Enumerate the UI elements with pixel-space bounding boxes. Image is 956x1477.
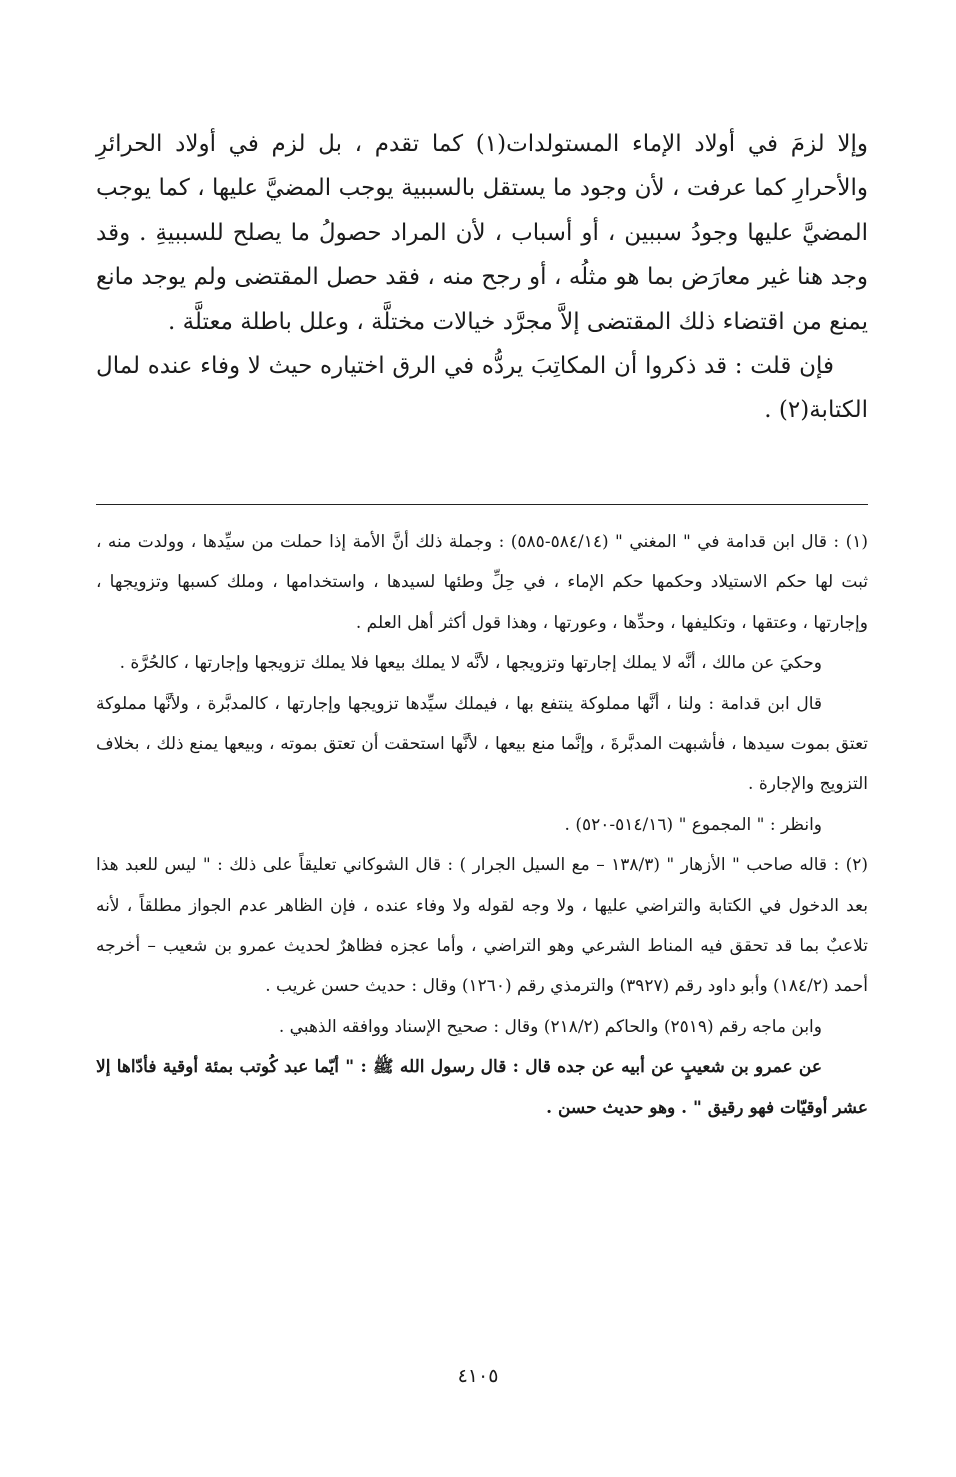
footnote-1-main: (١) : قال ابن قدامة في " المغني " (٥٨٤/١٤-٥٨٥) : وجملة ذلك أنَّ الأمة إذا حملت من سيِّدها ، وولدت منه ، ثبت لها حكم الاستيلاد وحكمها حكم الإماء ، في حِلِّ وطئها لسيدها ، واستخدامها ، وملك كسبها وتزويجها ، وإجارتها ، وعتقها ، وتكليفها ، وحدِّها ، وعورتها ، وهذا قول أكثر أهل العلم . — [96, 532, 868, 633]
footnote-2-para-2: وابن ماجه رقم (٢٥١٩) والحاكم (٢١٨/٢) وقال : صحيح الإسناد ووافقه الذهبي . — [278, 1016, 822, 1037]
main-paragraph-1: وإلا لزمَ في أولاد الإماء المستولدات(١) كما تقدم ، بل لزم في أولاد الحرائرِ والأحرارِ كما عرفت ، لأن وجود ما يستقل بالسببية يوجب المضيَّ عليها ، كما يوجب المضيَّ عليها وجودُ سببين ، أو أسباب ، لأن المراد حصولُ ما يصلح للسببيةِ . وقد وجد هنا غير معارَض بما هو مثلُه ، أو رجح منه ، فقد حصل المقتضى ولم يوجد مانع يمنع من اقتضاء ذلك المقتضى إلاَّ مجرَّد خيالات مختلَّة ، وعلل باطلة معتلَّة . — [96, 131, 869, 335]
footnote-1-reference: وانظر : " المجموع " (٥١٤/١٦-٥٢٠) . — [564, 814, 822, 835]
footnote-1-para-2: وحكيَ عن مالك ، أنَّه لا يملك إجارتها وتزويجها ، لأنَّه لا يملك بيعها فلا يملك تزويجها وإجارتها ، كالحُرَّة . — [119, 653, 822, 674]
footnotes — [96, 522, 868, 1128]
footnote-1-para-3: قال ابن قدامة : ولنا ، أنَّها مملوكة ينتفع بها ، فيملك سيِّدها تزويجها وإجارتها ، كالمدبَّرة ، ولأنَّها مملوكة تعتق بموت سيدها ، فأشبهت المدبَّرةَ ، وإنَّما منع بيعها ، لأنَّها استحقت أن تعتق بموته ، وبيعها يمنع ذلك ، بخلاف التزويج والإجارة . — [96, 693, 868, 795]
footnote-2-hadith: عن عمرو بن شعيبٍ عن أبيه عن جده قال : قال رسول الله ﷺ : " أيّما عبد كُوتب بمئة أوقية فأدّاها إلا عشر أوقيّات فهو رقيق " . وهو حديث حسن . — [96, 1057, 868, 1118]
main-paragraph-2: فإن قلت : قد ذكروا أن المكاتِبَ يردُّه في الرق اختياره حيث لا وفاء عنده لمال الكتابة(٢) . — [96, 353, 868, 424]
main-text — [96, 122, 868, 433]
footnote-2-main: (٢) : قاله صاحب " الأزهار " (١٣٨/٣ – مع السيل الجرار ) : قال الشوكاني تعليقاً على ذلك : " ليس للعبد هذا بعد الدخول في الكتابة والتراضي عليها ، ولا وجه لقوله ولا وفاء عنده ، فإن الظاهر عدم الجواز مطلقاً ، لأنه تلاعبٌ بما قد تحقق فيه المناط الشرعي وهو التراضي ، وأما عجزه فظاهرٌ لحديث عمرو بن شعيب – أخرجه أحمد (١٨٤/٢) وأبو داود رقم (٣٩٢٧) والترمذي رقم (١٢٦٠) وقال : حديث حسن غريب . — [96, 855, 869, 997]
footnote-divider — [96, 504, 868, 505]
page-number: ٤١٠٥ — [457, 1365, 499, 1387]
